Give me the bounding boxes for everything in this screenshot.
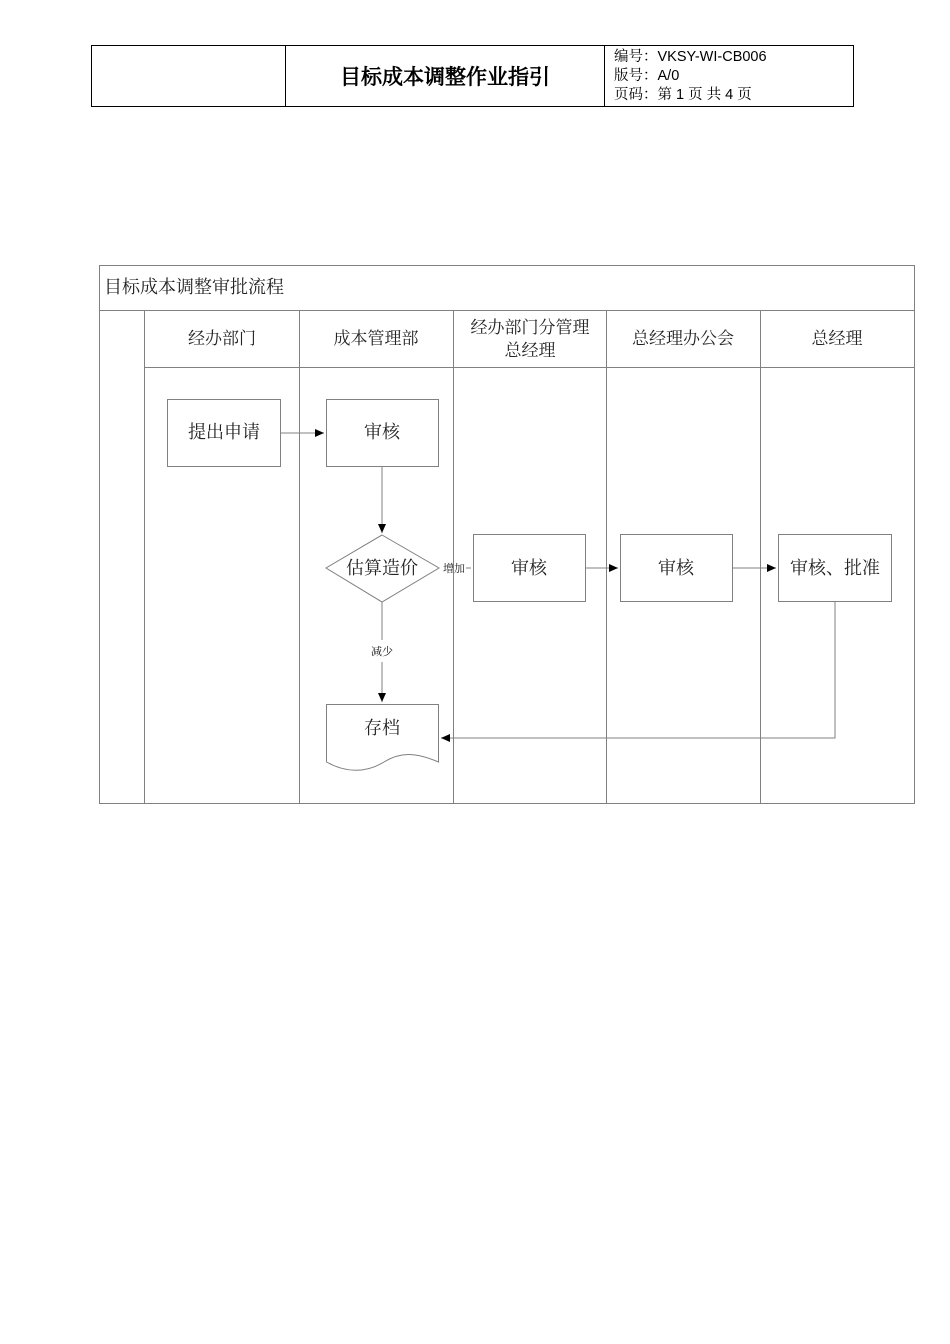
lane-header-gm: 总经理 (811, 329, 863, 349)
lane-header-gm-office: 总经理办公会 (632, 329, 734, 349)
edge-approve-to-archive (441, 602, 835, 738)
lane-header-vp-line2: 总经理 (504, 341, 556, 361)
document-version: 版号：A/0 (614, 68, 680, 84)
lane-header-cost-dept: 成本管理部 (333, 329, 419, 349)
edge-label-increase: 增加 (443, 562, 465, 575)
document-page: 页码：第 1 页 共 4 页 (614, 87, 752, 103)
node-apply-label: 提出申请 (188, 422, 260, 443)
edge-label-decrease: 减少 (371, 645, 393, 658)
lane-header-vp-line1: 经办部门分管理 (470, 318, 590, 338)
lane-header-handling-dept: 经办部门 (188, 329, 256, 349)
node-review-vp-label: 审核 (511, 558, 547, 579)
node-archive-label: 存档 (364, 718, 400, 739)
node-review-office-label: 审核 (658, 558, 694, 579)
flowchart-title: 目标成本调整审批流程 (104, 277, 284, 298)
document-title: 目标成本调整作业指引 (286, 46, 605, 106)
node-estimate-label: 估算造价 (346, 558, 418, 579)
node-review-cost-label: 审核 (364, 422, 400, 443)
document-code: 编号：VKSY-WI-CB006 (614, 49, 767, 65)
node-approve-label: 审核、批准 (790, 558, 880, 579)
